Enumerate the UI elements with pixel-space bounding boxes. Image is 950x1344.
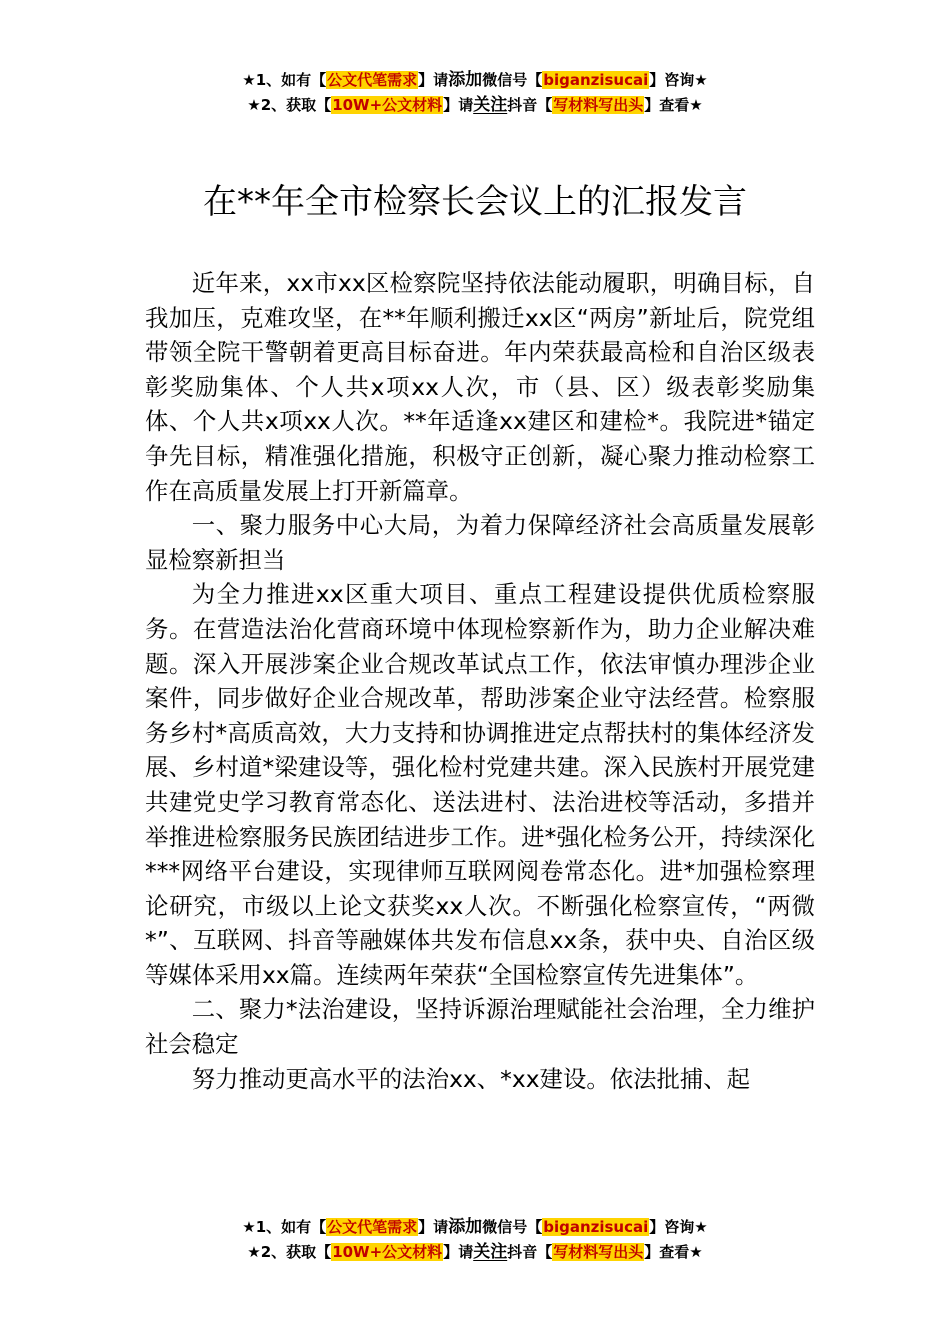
bottom-banner bbox=[0, 1215, 950, 1265]
paragraph-intro: 近年来，xx市xx区检察院坚持依法能动履职，明确目标，自我加压，克难攻坚，在**年顺利搬迁xx区“两房”新址后，院党组带领全院干警朝着更高目标奋进。年内荣获最高检和自治区级表彰奖励集体、个人共x项xx人次，市（县、区）级表彰奖励集体、个人共x项xx人次。**年适逢xx建区和建检*。我院进*锚定争先目标，精准强化措施，积极守正创新，凝心聚力推动检察工作在高质量发展上打开新篇章。 bbox=[145, 269, 815, 505]
paragraph-section-2: 努力推动更高水平的法治xx、*xx建设。依法批捕、起 bbox=[191, 1064, 751, 1093]
banner-highlight: 10W+公文材料 bbox=[332, 1243, 443, 1261]
banner-highlight: 公文代笔需求 bbox=[327, 71, 418, 89]
banner-highlight: biganzisucai bbox=[543, 1218, 649, 1236]
document-title: 在**年全市检察长会议上的汇报发言 bbox=[203, 182, 747, 222]
banner-line-1: ★1、如有【公文代笔需求】请添加微信号【biganzisucai】咨询★ bbox=[242, 70, 708, 90]
banner-line-2: ★2、获取【10W+公文材料】请关注抖音【写材料写出头】查看★ bbox=[247, 1242, 703, 1262]
document-body bbox=[145, 266, 815, 1096]
top-banner bbox=[0, 68, 950, 118]
banner-line-1: ★1、如有【公文代笔需求】请添加微信号【biganzisucai】咨询★ bbox=[242, 1217, 708, 1237]
paragraph-section-1: 为全力推进xx区重大项目、重点工程建设提供优质检察服务。在营造法治化营商环境中体现检察新作为，助力企业解决难题。深入开展涉案企业合规改革试点工作，依法审慎办理涉企业案件，同步做好企业合规改革，帮助涉案企业守法经营。检察服务乡村*高质高效，大力支持和协调推进定点帮扶村的集体经济发展、乡村道*梁建设等，强化检村党建共建。深入民族村开展党建共建党史学习教育常态化、送法进村、法治进校等活动，多措并举推进检察服务民族团结进步工作。进*强化检务公开，持续深化***网络平台建设，实现律师互联网阅卷常态化。进*加强检察理论研究，市级以上论文获奖xx人次。不断强化检察宣传，“两微*”、互联网、抖音等融媒体共发布信息xx条，获中央、自治区级等媒体采用xx篇。连续两年荣获“全国检察宣传先进集体”。 bbox=[145, 580, 815, 989]
banner-highlight: 10W+公文材料 bbox=[332, 96, 443, 114]
banner-line-2: ★2、获取【10W+公文材料】请关注抖音【写材料写出头】查看★ bbox=[247, 95, 703, 115]
banner-highlight: biganzisucai bbox=[543, 71, 649, 89]
section-heading-1: 一、聚力服务中心大局，为着力保障经济社会高质量发展彰显检察新担当 bbox=[145, 511, 815, 574]
banner-highlight: 写材料写出头 bbox=[553, 1243, 644, 1261]
banner-highlight: 公文代笔需求 bbox=[327, 1218, 418, 1236]
section-heading-2: 二、聚力*法治建设，坚持诉源治理赋能社会治理，全力维护社会稳定 bbox=[145, 995, 815, 1059]
banner-highlight: 写材料写出头 bbox=[553, 96, 644, 114]
